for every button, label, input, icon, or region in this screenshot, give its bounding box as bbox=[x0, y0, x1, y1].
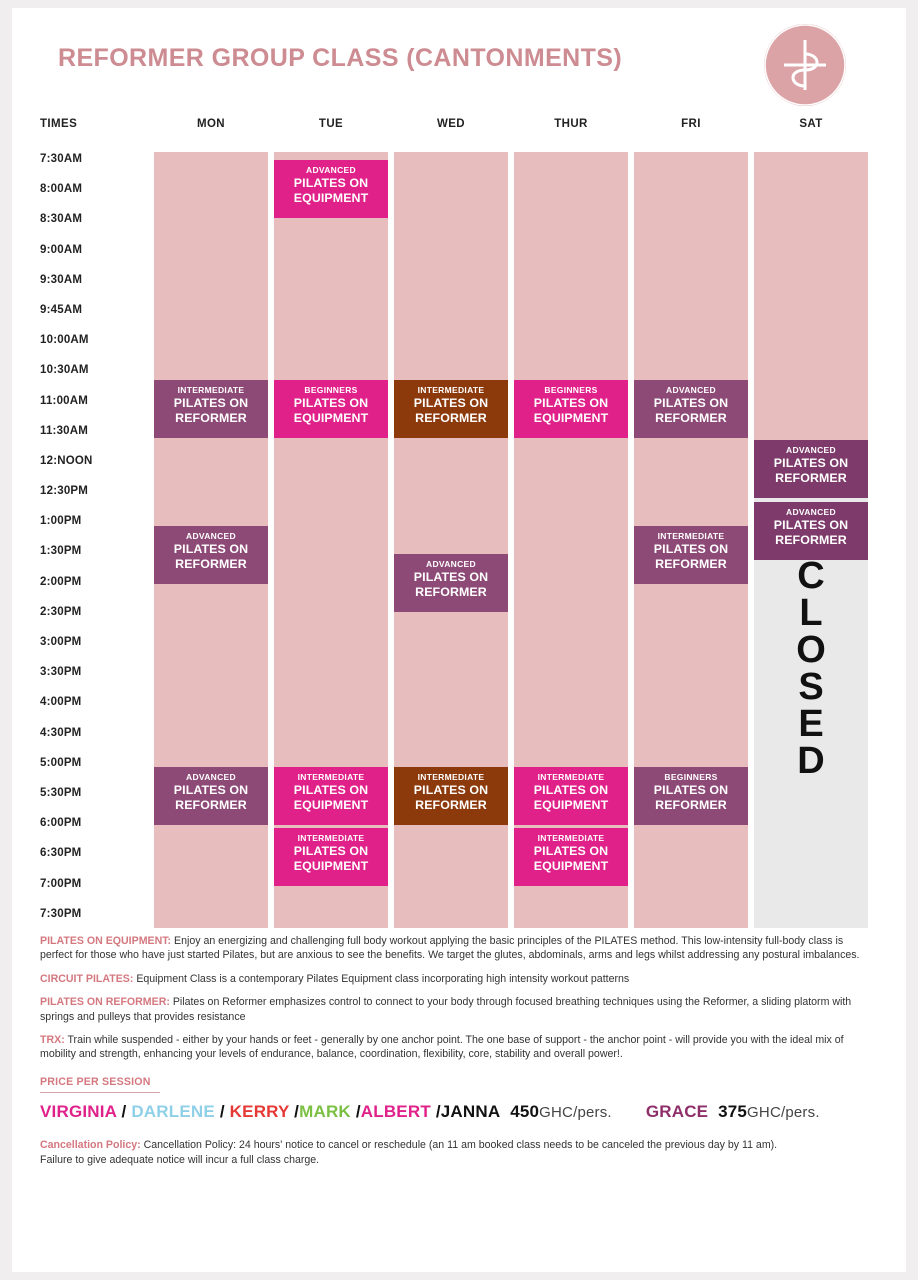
class-name: PILATES ON REFORMER bbox=[773, 456, 849, 485]
time-label: 9:45AM bbox=[40, 303, 83, 316]
class-block[interactable] bbox=[394, 554, 508, 612]
day-header-fri: FRI bbox=[681, 118, 701, 130]
closed-letter: C bbox=[797, 555, 825, 597]
cancellation-text: Cancellation Policy: 24 hours' notice to cancel or reschedule (an 11 am booked class needs to be canceled the previous day by 11 am). Failure to give adequate notice will incur a full class charge. bbox=[40, 1138, 778, 1166]
class-descriptions bbox=[30, 934, 888, 1062]
time-label: 3:00PM bbox=[40, 636, 82, 648]
class-name: PILATES ON EQUIPMENT bbox=[533, 844, 609, 873]
day-header-wed: WED bbox=[436, 118, 466, 130]
closed-letter: O bbox=[796, 629, 826, 671]
time-label: 6:30PM bbox=[40, 847, 82, 860]
cancellation-label: Cancellation Policy: bbox=[40, 1138, 141, 1151]
class-level: ADVANCED bbox=[786, 507, 836, 517]
class-name: PILATES ON EQUIPMENT bbox=[293, 176, 369, 205]
class-block[interactable] bbox=[154, 767, 268, 825]
instructor-virginia: VIRGINIA bbox=[40, 1101, 117, 1121]
class-level: BEGINNERS bbox=[304, 385, 358, 395]
class-block[interactable] bbox=[154, 380, 268, 438]
class-block[interactable] bbox=[754, 440, 868, 498]
day-header-sat: SAT bbox=[799, 118, 823, 130]
day-header-mon: MON bbox=[196, 118, 226, 130]
class-level: ADVANCED bbox=[186, 772, 236, 782]
class-level: INTERMEDIATE bbox=[297, 833, 365, 843]
class-name: PILATES ON REFORMER bbox=[413, 570, 489, 599]
time-label: 7:00PM bbox=[40, 877, 82, 890]
grace-price: 375 bbox=[718, 1101, 748, 1121]
description-text: Enjoy an energizing and challenging full body workout applying the basic principles of the PILATES method. This low-intensity full-body class is perfect for those who have just started Pilates, but are anxious to see the benefits. We target the glutes, abdominals, arms and legs whilst addressing any postural imbalances. bbox=[40, 935, 860, 962]
day-columns bbox=[30, 152, 888, 928]
studio-logo-icon bbox=[764, 24, 846, 106]
class-level: ADVANCED bbox=[186, 531, 236, 541]
class-name: PILATES ON REFORMER bbox=[413, 783, 489, 812]
description-text: Pilates on Reformer emphasizes control to connect to your body through focused breathing techniques using the Reformer, a sliding platorm with springs and pulleys that provides resistance bbox=[40, 996, 852, 1023]
class-level: INTERMEDIATE bbox=[417, 772, 485, 782]
description-text: Equipment Class is a contemporary Pilates Equipment class incorporating high intensity workout patterns bbox=[133, 972, 630, 985]
instructor-kerry: KERRY bbox=[229, 1101, 290, 1121]
class-level: ADVANCED bbox=[306, 165, 356, 175]
time-label: 2:30PM bbox=[40, 605, 82, 618]
day-header-tue: TUE bbox=[318, 118, 344, 130]
description-paragraph bbox=[40, 1033, 878, 1062]
group-price-unit: GHC/pers. bbox=[539, 1103, 612, 1121]
class-name: PILATES ON EQUIPMENT bbox=[533, 783, 609, 812]
class-name: PILATES ON REFORMER bbox=[173, 542, 249, 571]
class-name: PILATES ON REFORMER bbox=[653, 783, 729, 812]
time-label: 11:30AM bbox=[40, 424, 89, 437]
time-label: 10:30AM bbox=[40, 364, 89, 377]
time-label: 8:30AM bbox=[40, 213, 83, 226]
description-text: Train while suspended - either by your hands or feet - generally by one anchor point. The one base of support - the anchor point - will provide you with the ideal mix of mobility and strength, enhancing your levels of endurance, balance, coordination, flexibility, core, stability and overall power!. bbox=[40, 1034, 844, 1061]
description-label: PILATES ON REFORMER: bbox=[40, 996, 170, 1009]
description-paragraph bbox=[40, 934, 878, 963]
class-name: PILATES ON REFORMER bbox=[653, 396, 729, 425]
class-level: INTERMEDIATE bbox=[417, 385, 485, 395]
class-level: INTERMEDIATE bbox=[297, 772, 365, 782]
instructor-darlene: DARLENE bbox=[131, 1101, 215, 1121]
class-block[interactable] bbox=[274, 828, 388, 886]
class-level: BEGINNERS bbox=[664, 772, 718, 782]
description-paragraph bbox=[40, 995, 878, 1024]
times-header: TIMES bbox=[40, 118, 78, 130]
closed-letter: S bbox=[798, 666, 824, 708]
class-block[interactable] bbox=[154, 526, 268, 584]
class-block[interactable] bbox=[274, 160, 388, 218]
class-block[interactable] bbox=[634, 767, 748, 825]
class-name: PILATES ON REFORMER bbox=[773, 518, 849, 547]
schedule-grid bbox=[30, 118, 888, 928]
time-label: 1:30PM bbox=[40, 545, 82, 558]
closed-letter: L bbox=[799, 592, 823, 634]
class-block[interactable] bbox=[754, 502, 868, 560]
time-label: 8:00AM bbox=[40, 183, 83, 196]
time-label: 9:00AM bbox=[40, 243, 83, 256]
class-block[interactable] bbox=[514, 828, 628, 886]
grace-price-unit: GHC/pers. bbox=[747, 1103, 820, 1121]
time-label: 7:30AM bbox=[40, 153, 83, 165]
instructor-albert: ALBERT bbox=[360, 1101, 431, 1121]
cancellation-policy bbox=[40, 1138, 800, 1168]
class-block[interactable] bbox=[394, 767, 508, 825]
closed-letter: E bbox=[798, 703, 824, 745]
class-level: BEGINNERS bbox=[544, 385, 598, 395]
description-label: CIRCUIT PILATES: bbox=[40, 972, 134, 985]
day-header-thur: THUR bbox=[554, 118, 588, 130]
time-label: 10:00AM bbox=[40, 334, 89, 347]
time-label: 2:00PM bbox=[40, 575, 82, 588]
instructor-grace: GRACE bbox=[645, 1101, 709, 1121]
instructor-mark: MARK bbox=[299, 1101, 351, 1121]
class-level: INTERMEDIATE bbox=[177, 385, 245, 395]
time-label: 4:30PM bbox=[40, 726, 82, 739]
class-name: PILATES ON REFORMER bbox=[653, 542, 729, 571]
time-label: 11:00AM bbox=[40, 394, 89, 407]
time-label: 12:30PM bbox=[40, 485, 89, 498]
price-row: VIRGINIA / DARLENE / KERRY /MARK /ALBERT /JANNA 450GHC/pers. GRACE 375GHC/pers. bbox=[40, 1101, 820, 1121]
class-name: PILATES ON REFORMER bbox=[173, 396, 249, 425]
time-label: 1:00PM bbox=[40, 515, 82, 528]
class-level: ADVANCED bbox=[426, 559, 476, 569]
class-block[interactable] bbox=[634, 526, 748, 584]
price-divider bbox=[40, 1092, 160, 1093]
class-name: PILATES ON EQUIPMENT bbox=[293, 844, 369, 873]
time-label: 5:00PM bbox=[40, 756, 82, 769]
class-block[interactable] bbox=[634, 380, 748, 438]
day-column-sat-open bbox=[754, 152, 868, 440]
description-label: PILATES ON EQUIPMENT: bbox=[40, 935, 172, 947]
class-level: ADVANCED bbox=[786, 445, 836, 455]
instructor-janna: JANNA bbox=[440, 1101, 501, 1121]
time-label: 12:NOON bbox=[40, 454, 93, 467]
class-level: ADVANCED bbox=[666, 385, 716, 395]
class-name: PILATES ON EQUIPMENT bbox=[293, 783, 369, 812]
class-name: PILATES ON EQUIPMENT bbox=[293, 396, 369, 425]
time-label: 5:30PM bbox=[40, 786, 82, 799]
description-paragraph bbox=[40, 972, 878, 986]
group-price: 450 bbox=[510, 1101, 540, 1121]
time-label: 3:30PM bbox=[40, 666, 82, 679]
closed-label bbox=[754, 555, 868, 782]
description-label: TRX: bbox=[40, 1034, 65, 1047]
poster-header bbox=[30, 8, 888, 118]
time-label: 7:30PM bbox=[40, 907, 82, 920]
class-block[interactable] bbox=[514, 767, 628, 825]
closed-letter: D bbox=[797, 740, 825, 782]
time-label: 9:30AM bbox=[40, 273, 83, 286]
price-heading: PRICE PER SESSION bbox=[40, 1075, 151, 1088]
class-name: PILATES ON REFORMER bbox=[173, 783, 249, 812]
class-block[interactable] bbox=[514, 380, 628, 438]
class-name: PILATES ON REFORMER bbox=[413, 396, 489, 425]
day-header-row bbox=[30, 118, 888, 146]
class-level: INTERMEDIATE bbox=[657, 531, 725, 541]
class-block[interactable] bbox=[274, 380, 388, 438]
class-level: INTERMEDIATE bbox=[537, 772, 605, 782]
class-block[interactable] bbox=[274, 767, 388, 825]
time-label: 4:00PM bbox=[40, 696, 82, 709]
class-block[interactable] bbox=[394, 380, 508, 438]
time-label: 6:00PM bbox=[40, 817, 82, 830]
class-level: INTERMEDIATE bbox=[537, 833, 605, 843]
page-title: REFORMER GROUP CLASS (CANTONMENTS) bbox=[58, 44, 623, 72]
class-name: PILATES ON EQUIPMENT bbox=[533, 396, 609, 425]
